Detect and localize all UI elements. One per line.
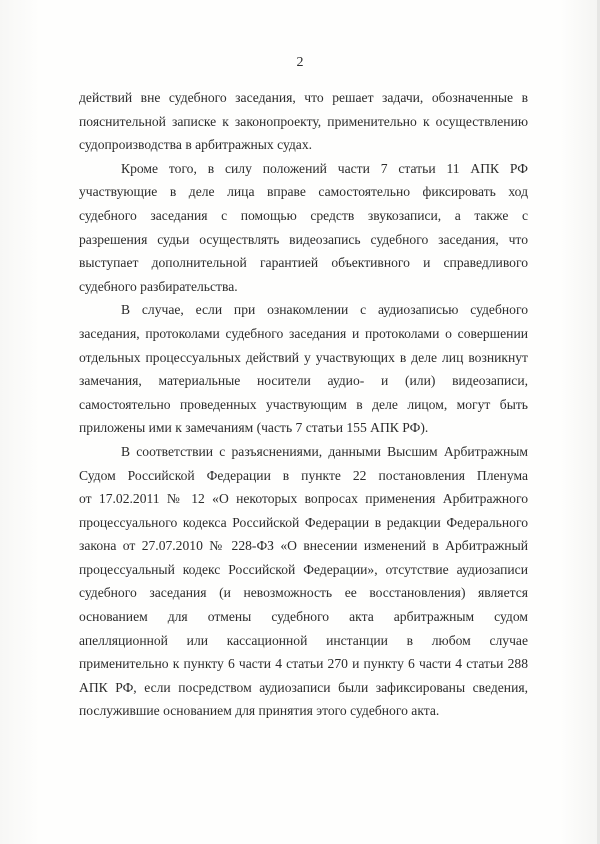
paragraph-line: Кроме того, в силу положений части 7 статьи 11 АПК РФ: [121, 160, 528, 176]
paragraph-line: судопроизводства в арбитражных судах.: [79, 137, 313, 153]
paragraph-line: участвующие в деле лица вправе самостоятельно фиксировать ход: [79, 184, 528, 200]
paragraph-line: от 17.02.2011 № 12 «О некоторых вопросах применения Арбитражного: [79, 491, 528, 507]
paragraph-line: применительно к пункту 6 части 4 статьи 270 и пункту 6 части 4 статьи 288: [79, 656, 528, 672]
paragraph-line: апелляционной или кассационной инстанции в любом случае: [79, 632, 528, 648]
paragraph-line: Судом Российской Федерации в пункте 22 постановления Пленума: [79, 467, 528, 483]
paragraph-line: пояснительной записке к законопроекту, применительно к осуществлению: [79, 113, 528, 129]
paragraph-line: процессуальный кодекс Российской Федерации», отсутствие аудиозаписи: [79, 561, 528, 577]
paragraph-line: действий вне судебного заседания, что решает задачи, обозначенные в: [79, 90, 528, 105]
paragraph-line: самостоятельно проведенных участвующим в деле лицом, могут быть: [79, 396, 528, 412]
paragraph-line: судебного разбирательства.: [79, 278, 238, 294]
paragraph-line: АПК РФ, если посредством аудиозаписи были зафиксированы сведения,: [79, 679, 528, 695]
paragraph-line: судебного заседания с помощью средств звукозаписи, а также с: [79, 207, 528, 223]
document-body: [79, 86, 528, 723]
paragraph-line: закона от 27.07.2010 № 228-ФЗ «О внесении изменений в Арбитражный: [79, 538, 528, 554]
paragraph-line: заседания, протоколами судебного заседания и протоколами о совершении: [79, 325, 528, 341]
paragraph-line: В случае, если при ознакомлении с аудиозаписью судебного: [121, 302, 528, 318]
paragraph-line: послужившие основанием для принятия этого судебного акта.: [79, 703, 440, 719]
paragraph-line: основанием для отмены судебного акта арбитражным судом: [79, 609, 528, 625]
paragraph-line: В соответствии с разъяснениями, данными Высшим Арбитражным: [121, 443, 528, 459]
paragraph-line: судебного заседания (и невозможность ее восстановления) является: [79, 585, 528, 601]
paragraph-line: отдельных процессуальных действий у участвующих в деле лиц возникнут: [79, 349, 528, 365]
paragraph-line: замечания, материальные носители аудио- и (или) видеозаписи,: [79, 373, 528, 389]
paragraph-line: приложены ими к замечаниям (часть 7 статьи 155 АПК РФ).: [79, 420, 429, 436]
paragraph-line: разрешения судьи осуществлять видеозапись судебного заседания, что: [79, 231, 528, 247]
paragraph-line: процессуального кодекса Российской Федерации в редакции Федерального: [79, 514, 528, 530]
paragraph-line: выступает дополнительной гарантией объективного и справедливого: [79, 255, 528, 271]
page-number: 2: [296, 55, 304, 70]
